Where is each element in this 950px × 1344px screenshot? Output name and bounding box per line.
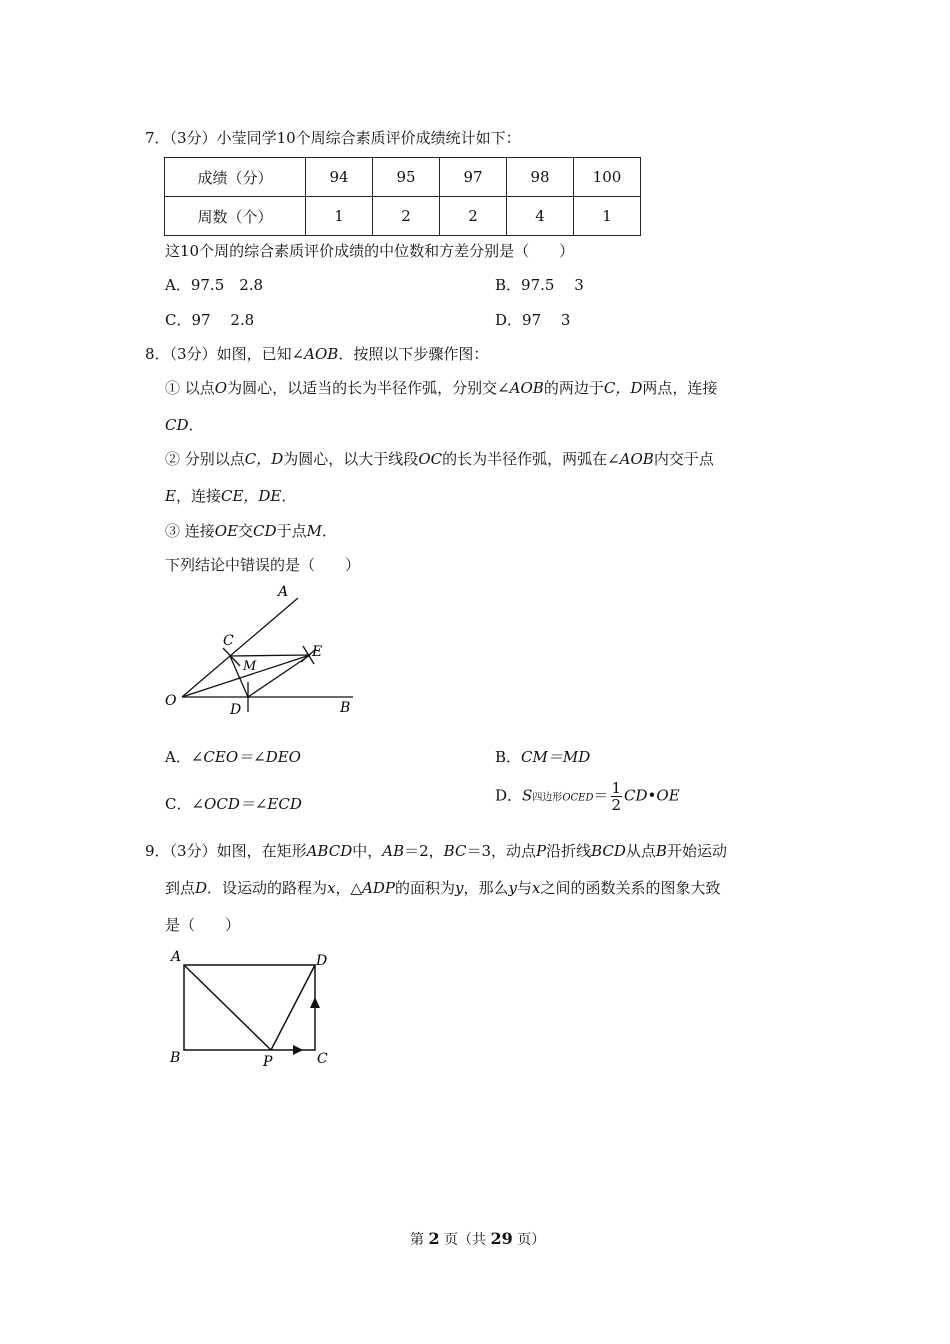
arrow-right-icon (293, 1045, 303, 1055)
text-span: 之间的函数关系的图象大致 (540, 879, 721, 897)
math-label: ABCD (306, 842, 353, 860)
page-footer (410, 1229, 545, 1249)
label-e: E (312, 644, 323, 660)
q9-line1 (145, 840, 727, 861)
segment-ap (184, 965, 271, 1050)
point-label: C，D (603, 379, 643, 397)
table-cell: 2 (440, 197, 507, 236)
table-cell: 1 (306, 197, 373, 236)
q9-line2 (165, 877, 721, 898)
table-cell: 100 (574, 158, 641, 197)
text-span: ．设运动的路程为 (207, 879, 328, 897)
point-label: E (165, 487, 176, 505)
text-span: 沿折线 (546, 842, 592, 860)
label-o: O (165, 693, 177, 709)
text-span: ，连接 (175, 487, 221, 505)
math-label: y (508, 879, 518, 897)
option-math: ∠CEO＝∠DEO (190, 748, 301, 766)
arrow-up-icon (310, 997, 320, 1008)
option-prefix: A． (165, 748, 191, 766)
label-p: P (263, 1054, 273, 1070)
subscript: OCED (562, 792, 594, 804)
math-label: BCD (591, 842, 626, 860)
text-span: ，那么 (463, 879, 509, 897)
math-label: x (532, 879, 541, 897)
table-cell: 成绩（分） (165, 158, 306, 197)
q8-step2-line2 (165, 485, 296, 506)
segment-label: CE，DE (220, 487, 282, 505)
q8-step1-line1 (165, 377, 717, 398)
label-c: C (223, 633, 234, 649)
text-span: ③ 连接 (165, 522, 215, 540)
ray-oa (182, 598, 298, 697)
q8-option-c[interactable] (165, 793, 302, 814)
q8-step3 (165, 520, 337, 541)
text-span: 两点，连接 (642, 379, 718, 397)
q7-option-c[interactable]: C．97 2.8 (165, 311, 255, 329)
q8-option-b[interactable] (495, 746, 590, 767)
point-label: O (214, 379, 228, 397)
option-math: ∠OCD＝∠ECD (191, 795, 302, 813)
table-cell: 2 (373, 197, 440, 236)
rectangle-abcd (184, 965, 315, 1050)
text-span: ． (281, 487, 297, 505)
q8-option-a[interactable] (165, 746, 301, 767)
text-span: 中， (352, 842, 383, 860)
text-span: 9．（3分）如图，在矩形 (145, 842, 307, 860)
table-cell: 1 (574, 197, 641, 236)
text-span: 到点 (165, 879, 196, 897)
table-cell: 4 (507, 197, 574, 236)
equals-sign: ＝ (593, 786, 609, 805)
segment-ce (230, 655, 310, 656)
table-row (165, 197, 641, 236)
q8-stem (145, 343, 488, 364)
label-d: D (316, 953, 328, 969)
option-math: S (522, 786, 533, 805)
text-span: 开始运动 (666, 842, 727, 860)
text-span: ． (188, 416, 204, 434)
q7-option-d[interactable]: D．97 3 (495, 311, 571, 329)
q8-figure (160, 580, 360, 720)
option-prefix: B． (495, 748, 522, 766)
text-span: 从点 (625, 842, 656, 860)
segment-de (248, 655, 310, 697)
label-c: C (317, 1051, 328, 1067)
q8-angle: ∠AOB (291, 345, 339, 363)
arc-mark-c (223, 648, 240, 666)
text-span: ． (321, 522, 337, 540)
footer-text: 第 (410, 1232, 424, 1248)
q9-figure (165, 945, 340, 1075)
segment-label: CD (253, 522, 277, 540)
segment-pd (271, 965, 315, 1050)
text-span: ＝2， (404, 842, 444, 860)
label-m: M (243, 659, 257, 674)
denominator: 2 (611, 796, 622, 814)
math-label: ADP (362, 879, 396, 897)
footer-text: 页（共 (444, 1232, 487, 1248)
text-span: ，△ (335, 879, 363, 897)
table-row (165, 158, 641, 197)
option-math: CD•OE (624, 786, 680, 805)
text-span: 交 (238, 522, 254, 540)
option-math: CM＝MD (521, 748, 591, 766)
segment-label: OE (214, 522, 239, 540)
option-prefix: D． (495, 786, 523, 805)
option-prefix: C． (165, 795, 192, 813)
text-span: 内交于点 (653, 450, 714, 468)
text-span: ① 以点 (165, 379, 215, 397)
numerator: 1 (611, 779, 622, 797)
table-cell: 周数（个） (165, 197, 306, 236)
table-cell: 98 (507, 158, 574, 197)
point-label: M (306, 522, 322, 540)
label-b: B (170, 1050, 181, 1066)
text-span: 为圆心，以适当的长为半径作弧，分别交 (227, 379, 498, 397)
text-span: 的面积为 (395, 879, 456, 897)
math-label: AB (382, 842, 405, 860)
q7-option-a[interactable]: A．97.5 2.8 (165, 276, 264, 294)
q8-step2-line1 (165, 448, 714, 469)
angle-label: ∠AOB (607, 450, 654, 468)
text-span: 为圆心，以大于线段 (283, 450, 419, 468)
text-span: 于点 (276, 522, 307, 540)
math-label: P (535, 842, 547, 860)
q7-question: 这10个周的综合素质评价成绩的中位数和方差分别是（ ） (165, 242, 575, 260)
math-label: x (327, 879, 336, 897)
math-label: y (455, 879, 464, 897)
q8-step1-line2 (165, 414, 204, 435)
table-cell: 97 (440, 158, 507, 197)
fraction (611, 780, 623, 813)
label-a: A (171, 949, 182, 965)
score-table (164, 157, 641, 236)
text-span: ② 分别以点 (165, 450, 245, 468)
math-label: B (655, 842, 667, 860)
angle-label: ∠AOB (497, 379, 544, 397)
text-span: ＝3，动点 (466, 842, 536, 860)
q9-line3: 是（ ） (165, 916, 241, 934)
subscript: 四边形 (532, 792, 563, 804)
page-number: 2 (428, 1229, 440, 1248)
q8-stem-tail: ．按照以下步骤作图： (338, 345, 489, 363)
q8-question: 下列结论中错误的是（ ） (165, 556, 361, 574)
label-a: A (278, 584, 289, 600)
total-pages: 29 (490, 1229, 513, 1248)
segment-label: CD (165, 416, 189, 434)
label-b: B (340, 700, 351, 716)
table-cell: 94 (306, 158, 373, 197)
q7-stem: 7．（3分）小莹同学10个周综合素质评价成绩统计如下： (145, 129, 521, 147)
math-label: BC (443, 842, 467, 860)
text-span: 的长为半径作弧，两弧在 (442, 450, 608, 468)
table-cell: 95 (373, 158, 440, 197)
math-label: D (195, 879, 208, 897)
q7-option-b[interactable]: B．97.5 3 (495, 276, 584, 294)
point-label: C，D (244, 450, 284, 468)
text-span: 的两边于 (543, 379, 604, 397)
q8-option-d[interactable] (495, 780, 680, 813)
label-d: D (230, 702, 242, 718)
segment-label: OC (418, 450, 443, 468)
footer-text: 页） (517, 1232, 546, 1248)
text-span: 与 (517, 879, 533, 897)
q8-stem-text: 8．（3分）如图，已知 (145, 345, 292, 363)
